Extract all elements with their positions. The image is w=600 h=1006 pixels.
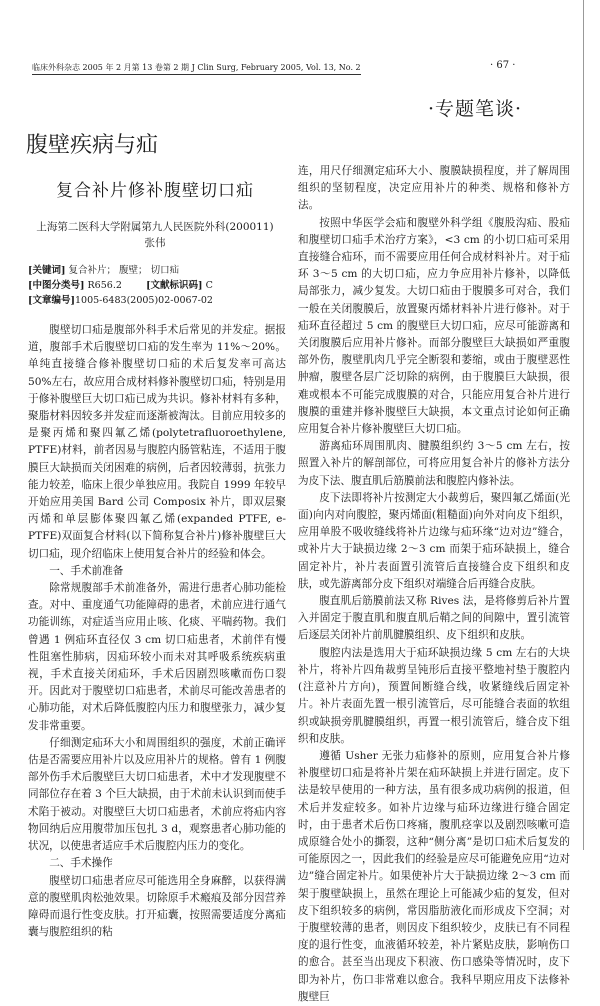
keywords: 复合补片； 腹壁； 切口疝	[68, 265, 180, 276]
paragraph: 除常规腹部手术前准备外，需进行患者心肺功能检查。对中、重度通气功能障碍的患者，术前应进行通气功能训练，对症适当应用止咳、化痰、平喘药物。我们曾遇 1 例疝环直径仅 3 cm 切口疝患者，术前伴有慢性阻塞性肺病，因疝环较小而未对其呼吸系统疾病重视，手术直接关闭疝环，手术后因剧烈咳嗽而伤口裂开。因此对于腹壁切口疝患者，术前尽可能改善患者的心肺功能，对术后降低腹腔内压力和腹壁张力，减少复发非常重要。	[28, 582, 286, 732]
paragraph: 腹壁切口疝是腹部外科手术后常见的并发症。据报道，腹部手术后腹壁切口疝的发生率为 11%～20%。单纯直接缝合修补腹壁切口疝的术后复发率可高达 50%左右，故应用合成材料修补腹壁切口疝，特别是用于修补腹壁巨大切口疝已成为共识。修补材料有多种，聚脂材料因较多并发症而逐渐被淘汰。目前应用较多的是聚丙烯和聚四氟乙烯(polytetrafluoroethylene, PTFE)材料，前者因易与腹腔内肠管粘连，不适用于腹膜巨大缺损而关闭困难的病例，后者因较薄弱，抗张力能力较差，临床上很少单独应用。我院自 1999 年较早开始应用美国 Bard 公司 Composix 补片，即双层聚丙烯和单层膨体聚四氟乙烯(expanded PTFE, e-PTFE)双面复合材料(以下简称复合补片)修补腹壁巨大切口疝，现介绍临床上使用复合补片的经验和体会。	[28, 324, 286, 560]
paragraph: 腹直肌后筋膜前法又称 Rives 法，是将修剪后补片置入并固定于腹直肌和腹直肌后鞘之间的间隙中，置引流管后逐层关闭补片前肌腱膜组织、皮下组织和皮肤。	[298, 595, 570, 642]
author: 张伟	[144, 237, 166, 249]
subheading: 二、手术操作	[49, 857, 113, 870]
article-no-label: [文章编号]	[28, 295, 75, 306]
article-number-row	[28, 293, 213, 308]
page-number: · 67 ·	[490, 60, 516, 71]
running-head: 临床外科杂志 2005 年 2 月第 13 卷第 2 期 J Clin Surg, February 2005, Vol. 13, No. 2	[32, 62, 361, 75]
paragraph: 皮下法即将补片按测定大小裁剪后，聚四氟乙烯面(光面)向内对向腹腔，聚丙烯面(粗糙面)向外对向皮下组织，应用单股不吸收缝线将补片边缘与疝环缘“边对边”缝合，或补片大于缺损边缘 2～3 cm 而架于疝环缺损上，缝合固定补片，补片表面置引流管后直接缝合皮下组织和皮肤，或先游离部分皮下组织对端缝合后再缝合皮肤。	[298, 491, 570, 590]
left-column	[28, 322, 286, 941]
subheading: 一、手术前准备	[49, 564, 124, 577]
section-heading: ·专题笔谈·	[428, 98, 523, 120]
paragraph: 遵循 Usher 无张力疝修补的原则，应用复合补片修补腹壁切口疝是将补片架在疝环缺损上并进行固定。皮下法是较早使用的一种方法，虽有很多成功病例的报道，但术后并发症较多。如补片边缘与疝环边缘进行缝合固定时，由于患者术后伤口疼痛，腹肌痉挛以及剧烈咳嗽可造成原缝合处小的撕裂，这种“侧分离”是切口疝术后复发的可能原因之一，因此我们的经验是应尽可能避免应用“边对边”缝合固定补片。如果使补片大于缺损边缘 2～3 cm 而架于腹壁缺损上，虽然在理论上可能减少疝的复发，但对皮下组织较多的病例，常因脂肪液化而形成皮下空洞；对于腹壁较薄的患者，则因皮下组织较少，皮肤已有不同程度的退行性变，血液循环较差，补片紧贴皮肤，影响伤口的愈合。甚至当出现皮下积液、伤口感染等情况时，皮下即为补片，伤口非常难以愈合。我科早期应用皮下法修补腹壁巨	[298, 749, 570, 1003]
page-edge	[583, 0, 584, 850]
clc: R656.2	[87, 280, 122, 291]
affiliation-block	[30, 219, 280, 251]
article-title: 复合补片修补腹壁切口疝	[56, 181, 254, 201]
paragraph: 连，用尺仔细测定疝环大小、腹膜缺损程度，并了解周围组织的坚韧程度，决定应用补片的种类、规格和修补方法。	[298, 165, 570, 212]
paragraph: 腹壁切口疝患者应尽可能选用全身麻醉，以获得满意的腹壁肌肉松弛效果。切除原手术瘢痕及部分因营养障碍而退行性变皮肤。打开疝囊，按照需要适度分离疝囊与腹腔组织的粘	[28, 874, 286, 939]
paragraph: 仔细测定疝环大小和周围组织的强度，术前正确评估是否需要应用补片以及应用补片的规格。曾有 1 例腹部外伤手术后腹壁巨大切口疝患者，术中才发现腹壁不同部位存在着 3 个巨大缺损，由于术前未认识到而使手术陷于被动。对腹壁巨大切口疝患者，术前应将疝内容物回纳后应用腹带加压包扎 3 d，观察患者心肺功能的状况，以使患者适应手术后腹腔内压力的变化。	[28, 736, 286, 853]
doc-code: C	[205, 280, 213, 291]
clc-label: [中图分类号]	[28, 280, 85, 291]
paragraph: 游离疝环周围肌肉、腱膜组织约 3～5 cm 左右，按照置入补片的解剖部位，可将应用复合补片的修补方法分为皮下法、腹直肌后筋膜前法和腹腔内修补法。	[298, 440, 570, 487]
paragraph: 腹腔内法是选用大于疝环缺损边缘 5 cm 左右的大块补片，将补片四角裁剪呈钝形后直接平整地衬垫于腹腔内(注意补片方向)，预置间断缝合线，收紧缝线后固定补片。补片表面先置一根引流管后，尽可能缝合表面的软组织或缺损旁肌腱膜组织，再置一根引流管后，缝合皮下组织和皮肤。	[298, 646, 570, 745]
topic-heading: 腹壁疾病与疝	[26, 133, 159, 158]
keywords-row	[28, 263, 213, 278]
article-metadata	[28, 263, 213, 308]
right-column	[298, 163, 570, 1006]
doc-code-label: [文献标识码]	[146, 280, 203, 291]
classification-row	[28, 278, 213, 293]
article-no: 1005-6483(2005)02-0067-02	[75, 295, 213, 306]
paragraph: 按照中华医学会疝和腹壁外科学组《腹股沟疝、股疝和腹壁切口疝手术治疗方案》，<3 cm 的小切口疝可采用直接缝合疝环，而不需要应用任何合成材料补片。对于疝环 3～5 cm 的大切口疝，应力争应用补片修补，以降低局部张力，减少复发。大切口疝由于腹膜多可对合，我们一般在关闭腹膜后，放置聚丙烯材料补片进行修补。对于疝环直径超过 5 cm 的腹壁巨大切口疝，应尽可能游离和关闭腹膜后应用补片修补。而部分腹壁巨大缺损如严重腹部外伤，腹壁肌肉几乎完全断裂和萎缩，或由于腹壁恶性肿瘤，腹壁各层广泛切除的病例，由于腹膜巨大缺损，很难或根本不可能完成腹膜的对合，只能应用复合补片进行腹膜的重建并修补腹壁巨大缺损，本文重点讨论如何正确应用复合补片修补腹壁巨大切口疝。	[298, 216, 570, 436]
affiliation: 上海第二医科大学附属第九人民医院外科(200011)	[36, 221, 274, 233]
keywords-label: [关键词]	[28, 265, 66, 276]
